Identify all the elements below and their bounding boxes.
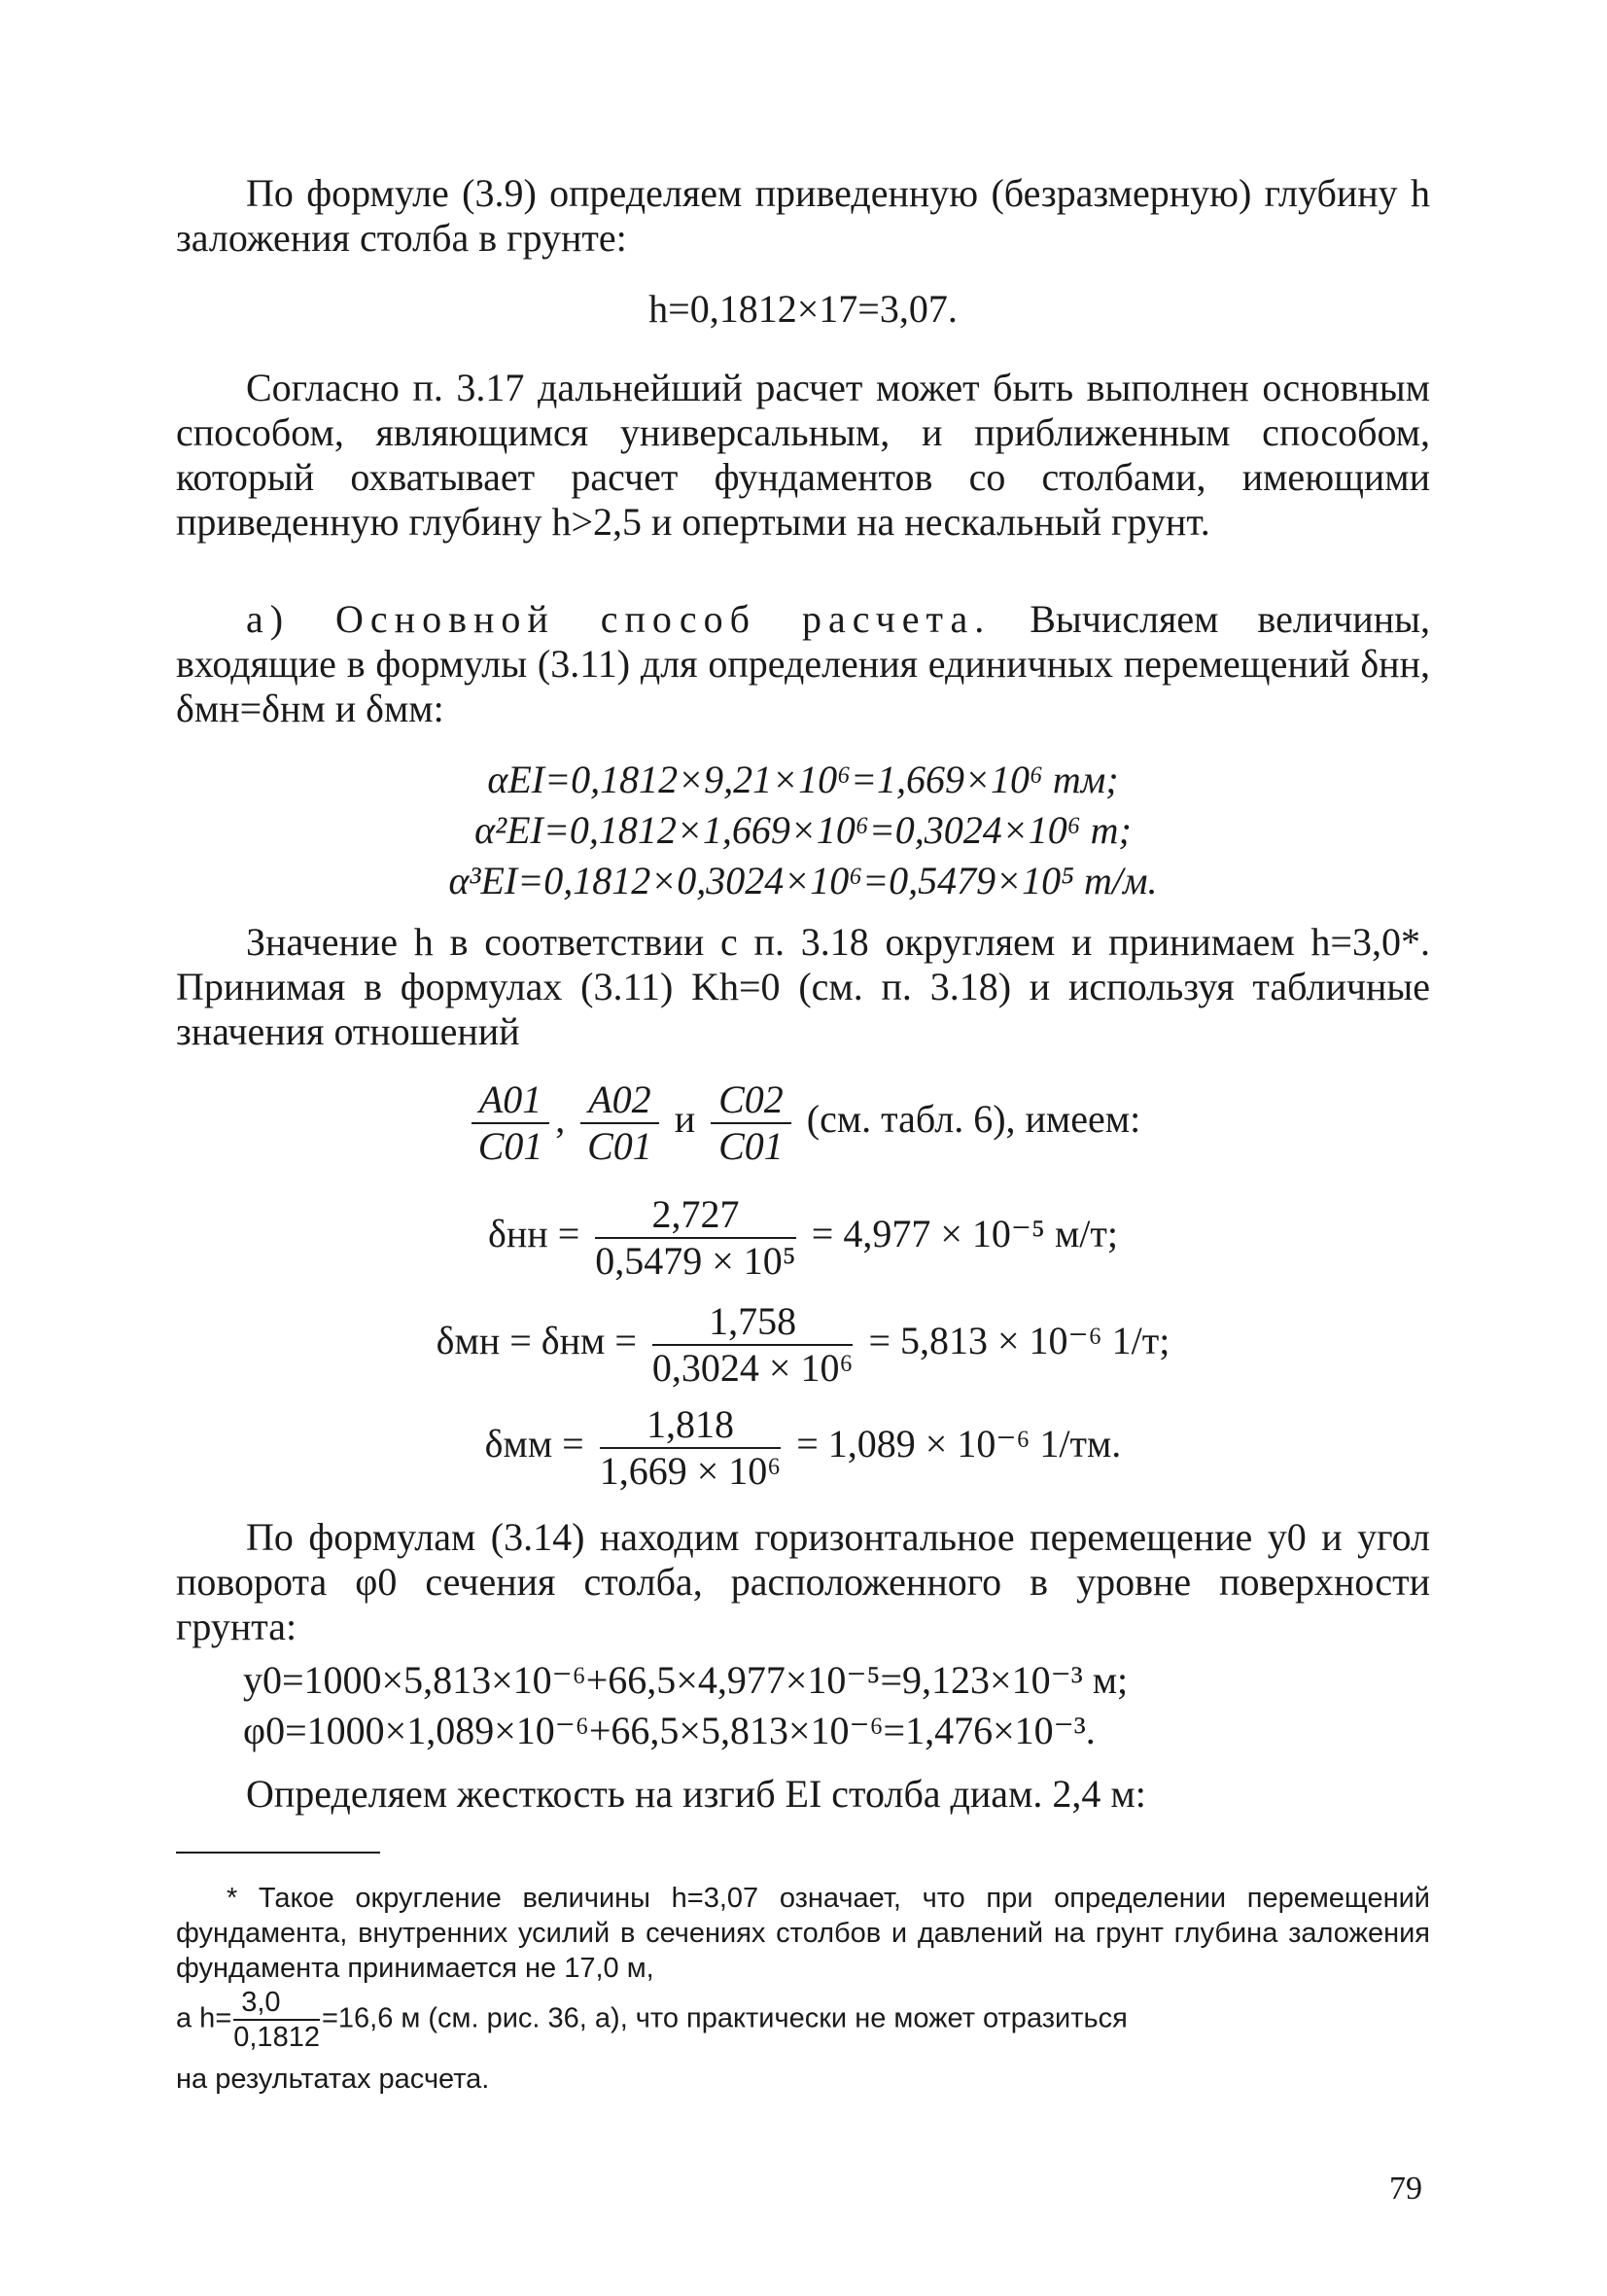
ratio-a02-c01: [580, 1077, 658, 1169]
formula-y0: [243, 1659, 1497, 1702]
delta-mm-numerator: 1,818: [600, 1402, 782, 1449]
ratio-a01: A01: [472, 1077, 549, 1124]
formula-a3EI: [176, 860, 1430, 902]
footnote-prefix: а h=: [176, 2002, 232, 2034]
paragraph-basic-method: [176, 597, 1430, 731]
delta-nn-denominator: 0,5479 × 10⁵: [595, 1239, 796, 1283]
footnote-frac-num: 3,0: [233, 1986, 320, 2021]
formula-a2EI-text: α²EI=0,1812×1,669×10⁶=0,3024×10⁶ т;: [474, 808, 1132, 852]
formula-a2EI: [176, 809, 1430, 852]
paragraph-depth-formula: По формуле (3.9) определяем приведенную (безразмерную) глубину h заложения столба в грунте:: [176, 171, 1430, 260]
delta-mn-lhs: δмн = δнм =: [436, 1319, 637, 1363]
paragraph-basic-method-text: Вычисляем величины, входящие в формулы (3.11) для определения единичных перемещений δнн, δмн=δнм и δмм:: [176, 597, 1430, 730]
formula-aEI: [176, 759, 1430, 801]
footnote-suffix: =16,6 м (см. рис. 36, а), что практически не может отразиться: [321, 2002, 1128, 2034]
formula-delta-nn: [176, 1192, 1430, 1284]
formula-phi0: [243, 1710, 1497, 1752]
delta-mm-fraction: [600, 1402, 782, 1494]
delta-mn-denominator: 0,3024 × 10⁶: [651, 1346, 854, 1390]
delta-mn-numerator: 1,758: [652, 1299, 854, 1346]
ratio-c02-c01: [711, 1077, 791, 1169]
formula-reduced-depth: h=0,1812×17=3,07.: [648, 287, 958, 331]
ratio-c01: C01: [477, 1124, 543, 1168]
ratio-a01-c01: [472, 1077, 549, 1169]
footnote-frac-den: 0,1812: [233, 2022, 320, 2053]
delta-mn-fraction: [652, 1299, 854, 1391]
ratio-c01-c: C01: [718, 1124, 784, 1168]
footnote-fraction-line: [176, 1986, 1430, 2054]
formula-phi0-text: φ0=1000×1,089×10⁻⁶+66,5×5,813×10⁻⁶=1,476×10⁻³.: [243, 1709, 1096, 1752]
delta-mn-rhs: = 5,813 × 10⁻⁶ 1/т;: [868, 1319, 1170, 1363]
ratio-and: и: [674, 1097, 696, 1142]
delta-nn-fraction: [595, 1192, 796, 1284]
delta-mm-rhs: = 1,089 × 10⁻⁶ 1/тм.: [796, 1422, 1122, 1466]
formula-y0-text: y0=1000×5,813×10⁻⁶+66,5×4,977×10⁻⁵=9,123×10⁻³ м;: [243, 1658, 1129, 1702]
delta-mm-lhs: δмм =: [484, 1422, 584, 1466]
delta-nn-lhs: δнн =: [488, 1212, 580, 1256]
ratio-comma: ,: [555, 1097, 566, 1142]
paragraph-stiffness: Определяем жесткость на изгиб EI столба диам. 2,4 м:: [246, 1772, 1146, 1816]
footnote-text: * Такое округление величины h=3,07 означает, что при определении перемещений фундамента, внутренних усилий в сечениях столбов и давлений на грунт глубина заложения фундамента принимается не 17,0 м,: [176, 1883, 1430, 1984]
paragraph-rounding: Значение h в соответствии с п. 3.18 округляем и принимаем h=3,0*. Принимая в формулах (3.11) Kh=0 (см. п. 3.18) и используя табличные значения отношений: [176, 920, 1430, 1053]
page-number: 79: [1389, 2171, 1422, 2207]
formula-aEI-text: αEI=0,1812×9,21×10⁶=1,669×10⁶ тм;: [487, 758, 1119, 801]
footnote-last-line: на результатах расчета.: [176, 2064, 490, 2095]
formula-ratios: [176, 1077, 1430, 1169]
formula-delta-mn: [176, 1299, 1430, 1391]
ratio-a02: A02: [580, 1077, 658, 1124]
delta-nn-numerator: 2,727: [595, 1192, 796, 1239]
formula-a3EI-text: α³EI=0,1812×0,3024×10⁶=0,5479×10⁵ т/м.: [448, 859, 1158, 902]
section-label: а) Основной способ расчета.: [246, 597, 992, 641]
ratio-tail: (см. табл. 6), имеем:: [806, 1097, 1141, 1142]
paragraph-methods: Согласно п. 3.17 дальнейший расчет может быть выполнен основным способом, являющимся универсальным, и приближенным способом, который охватывает расчет фундаментов со столбами, имеющими приведенную глубину h>2,5 и опертыми на нескальный грунт.: [176, 366, 1430, 544]
footnote-fraction: [233, 1986, 320, 2054]
ratio-c02: C02: [711, 1077, 791, 1124]
paragraph-displacement: По формулам (3.14) находим горизонтальное перемещение y0 и угол поворота φ0 сечения столба, расположенного в уровне поверхности грунта:: [176, 1515, 1430, 1648]
delta-nn-rhs: = 4,977 × 10⁻⁵ м/т;: [811, 1212, 1118, 1256]
formula-delta-mm: [176, 1402, 1430, 1494]
delta-mm-denominator: 1,669 × 10⁶: [599, 1449, 782, 1493]
ratio-c01-b: C01: [587, 1124, 652, 1168]
footnote-divider: [176, 1852, 380, 1854]
